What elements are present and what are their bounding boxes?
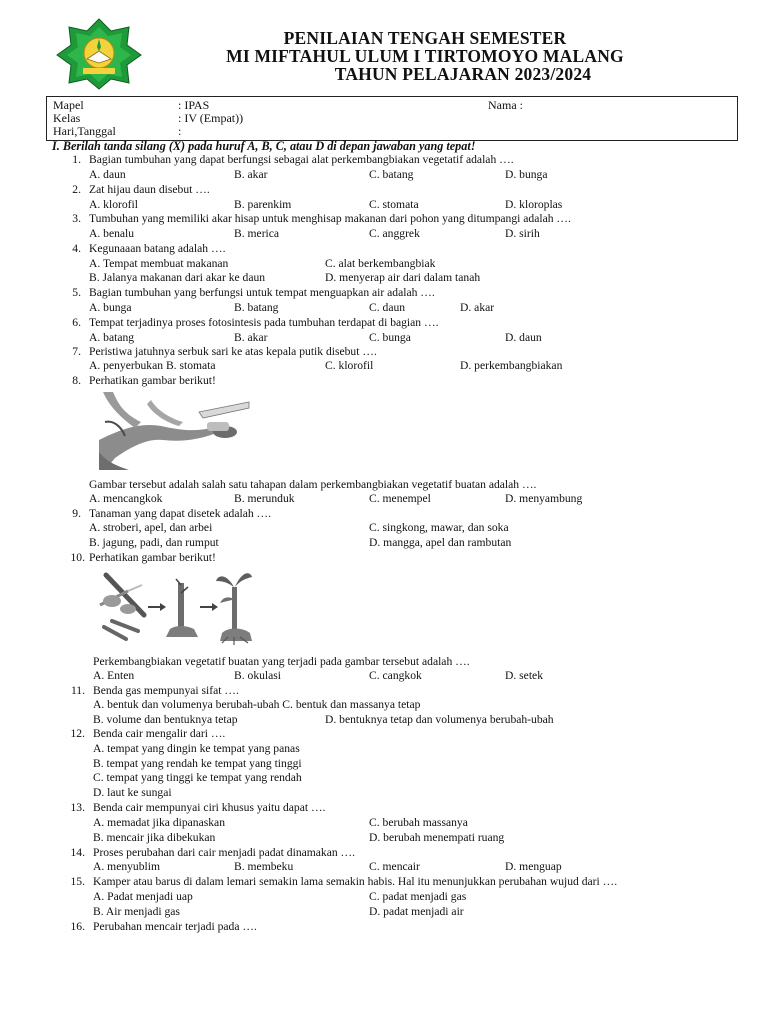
- question-number: 7.: [72, 345, 81, 358]
- kelas-label: Kelas: [53, 111, 81, 125]
- question-text: Proses perubahan dari cair menjadi padat dinamakan ….: [93, 846, 356, 859]
- answer-option[interactable]: B. parenkim: [234, 198, 292, 211]
- answer-option[interactable]: A. benalu: [89, 227, 135, 240]
- answer-option[interactable]: B. akar: [234, 331, 268, 344]
- answer-option[interactable]: B. volume dan bentuknya tetap: [93, 713, 238, 726]
- question-text: Perkembangbiakan vegetatif buatan yang terjadi pada gambar tersebut adalah ….: [93, 655, 470, 668]
- answer-option[interactable]: D. bentuknya tetap dan volumenya berubah-ubah: [325, 713, 554, 726]
- question-text: Bagian tumbuhan yang dapat berfungsi sebagai alat perkembangbiakan vegetatif adalah ….: [89, 153, 514, 166]
- answer-option[interactable]: D. mangga, apel dan rambutan: [369, 536, 512, 549]
- header-title-line1: PENILAIAN TENGAH SEMESTER: [283, 28, 567, 48]
- answer-option[interactable]: B. jagung, padi, dan rumput: [89, 536, 219, 549]
- grafting-cut-illustration: [99, 392, 251, 470]
- answer-option[interactable]: A. batang: [89, 331, 135, 344]
- answer-option[interactable]: D. menyerap air dari dalam tanah: [325, 271, 481, 284]
- question-number: 11.: [70, 684, 85, 697]
- answer-option[interactable]: B. okulasi: [234, 669, 282, 682]
- answer-option[interactable]: A. mencangkok: [89, 492, 163, 505]
- question-number: 13.: [70, 801, 85, 814]
- answer-option[interactable]: A. menyublim: [93, 860, 160, 873]
- kelas-value: : IV (Empat)): [178, 111, 244, 125]
- header-title-line3: TAHUN PELAJARAN 2023/2024: [334, 64, 592, 84]
- answer-option[interactable]: C. menempel: [369, 492, 431, 505]
- answer-option[interactable]: D. kloroplas: [505, 198, 563, 211]
- answer-option[interactable]: A. Padat menjadi uap: [93, 890, 193, 903]
- answer-option[interactable]: B. membeku: [234, 860, 294, 873]
- answer-option[interactable]: D. menguap: [505, 860, 562, 873]
- question-number: 12.: [70, 727, 85, 740]
- answer-option[interactable]: A. daun: [89, 168, 126, 181]
- question-text: Zat hijau daun disebut ….: [89, 183, 210, 196]
- answer-option[interactable]: A. bunga: [89, 301, 132, 314]
- answer-option[interactable]: D. perkembangbiakan: [460, 359, 563, 372]
- answer-option[interactable]: D. berubah menempati ruang: [369, 831, 505, 844]
- answer-option[interactable]: A. klorofil: [89, 198, 138, 211]
- question-number: 15.: [70, 875, 85, 888]
- answer-option[interactable]: C. bunga: [369, 331, 411, 344]
- answer-option[interactable]: D. menyambung: [505, 492, 583, 505]
- nama-field[interactable]: Nama :: [488, 98, 523, 112]
- answer-option[interactable]: B. Air menjadi gas: [93, 905, 180, 918]
- answer-option[interactable]: D. setek: [505, 669, 543, 682]
- question-text: Peristiwa jatuhnya serbuk sari ke atas kepala putik disebut ….: [89, 345, 377, 358]
- answer-option[interactable]: C. alat berkembangbiak: [325, 257, 436, 270]
- kemenag-logo-icon: [53, 17, 145, 91]
- answer-option[interactable]: B. merunduk: [234, 492, 295, 505]
- answer-option[interactable]: C. klorofil: [325, 359, 374, 372]
- answer-option[interactable]: D. akar: [460, 301, 495, 314]
- answer-option[interactable]: C. cangkok: [369, 669, 422, 682]
- question-text: Kamper atau barus di dalam lemari semakin lama semakin habis. Hal itu menunjukkan perubahan wujud dari ….: [93, 875, 618, 888]
- header-title-line2: MI MIFTAHUL ULUM I TIRTOMOYO MALANG: [226, 46, 624, 66]
- answer-option[interactable]: A. Enten: [93, 669, 135, 682]
- question-text: Perubahan mencair terjadi pada ….: [93, 920, 257, 933]
- identity-box: [46, 96, 738, 141]
- cutting-steps-illustration: [98, 565, 254, 645]
- mapel-label: Mapel: [53, 98, 84, 112]
- answer-option[interactable]: B. merica: [234, 227, 280, 240]
- answer-option[interactable]: B. Jalanya makanan dari akar ke daun: [89, 271, 266, 284]
- question-text: Kegunaaan batang adalah ….: [89, 242, 226, 255]
- question-number: 10.: [70, 551, 85, 564]
- answer-option[interactable]: B. batang: [234, 301, 279, 314]
- question-number: 1.: [72, 153, 81, 166]
- answer-option[interactable]: B. mencair jika dibekukan: [93, 831, 216, 844]
- question-number: 5.: [72, 286, 81, 299]
- answer-option[interactable]: C. tempat yang tinggi ke tempat yang rendah: [93, 771, 302, 784]
- mapel-value: : IPAS: [178, 98, 210, 112]
- answer-option[interactable]: D. padat menjadi air: [369, 905, 464, 918]
- answer-option[interactable]: B. tempat yang rendah ke tempat yang tinggi: [93, 757, 302, 770]
- question-number: 4.: [72, 242, 81, 255]
- question-number: 2.: [72, 183, 81, 196]
- answer-option[interactable]: C. batang: [369, 168, 414, 181]
- question-number: 3.: [72, 212, 81, 225]
- answer-option[interactable]: C. stomata: [369, 198, 419, 211]
- answer-option[interactable]: B. akar: [234, 168, 268, 181]
- question-text: Tempat terjadinya proses fotosintesis pada tumbuhan terdapat di bagian ….: [89, 316, 439, 329]
- question-number: 6.: [72, 316, 81, 329]
- question-text: Perhatikan gambar berikut!: [89, 374, 216, 387]
- answer-option[interactable]: D. laut ke sungai: [93, 786, 172, 799]
- answer-option[interactable]: A. tempat yang dingin ke tempat yang panas: [93, 742, 300, 755]
- answer-option[interactable]: C. mencair: [369, 860, 420, 873]
- question-text: Gambar tersebut adalah salah satu tahapan dalam perkembangbiakan vegetatif buatan adalah ….: [89, 478, 537, 491]
- answer-option[interactable]: C. padat menjadi gas: [369, 890, 467, 903]
- question-text: Perhatikan gambar berikut!: [89, 551, 216, 564]
- instruction-heading: I. Berilah tanda silang (X) pada huruf A, B, C, atau D di depan jawaban yang tepat!: [52, 139, 476, 153]
- answer-option[interactable]: C. singkong, mawar, dan soka: [369, 521, 509, 534]
- question-text: Tumbuhan yang memiliki akar hisap untuk menghisap makanan dari pohon yang ditumpangi adalah ….: [89, 212, 571, 225]
- answer-option[interactable]: C. anggrek: [369, 227, 420, 240]
- answer-option[interactable]: D. daun: [505, 331, 542, 344]
- question-text: Tanaman yang dapat disetek adalah ….: [89, 507, 272, 520]
- question-number: 8.: [72, 374, 81, 387]
- question-text: Bagian tumbuhan yang berfungsi untuk tempat menguapkan air adalah ….: [89, 286, 435, 299]
- answer-option[interactable]: A. memadat jika dipanaskan: [93, 816, 225, 829]
- question-number: 14.: [70, 846, 85, 859]
- answer-option[interactable]: A. stroberi, apel, dan arbei: [89, 521, 213, 534]
- question-number: 9.: [72, 507, 81, 520]
- hari-label: Hari,Tanggal: [53, 124, 116, 138]
- answer-option[interactable]: A. Tempat membuat makanan: [89, 257, 229, 270]
- answer-option[interactable]: D. bunga: [505, 168, 548, 181]
- question-text: Benda cair mempunyai ciri khusus yaitu dapat ….: [93, 801, 326, 814]
- question-number: 16.: [70, 920, 85, 933]
- hari-field[interactable]: :: [178, 124, 182, 138]
- answer-option[interactable]: C. daun: [369, 301, 406, 314]
- question-text: Benda cair mengalir dari ….: [93, 727, 226, 740]
- question-text: Benda gas mempunyai sifat ….: [93, 684, 239, 697]
- answer-option[interactable]: A. bentuk dan volumenya berubah-ubah C. bentuk dan massanya tetap: [93, 698, 421, 711]
- answer-option[interactable]: C. berubah massanya: [369, 816, 468, 829]
- answer-option[interactable]: D. sirih: [505, 227, 540, 240]
- answer-option[interactable]: A. penyerbukan B. stomata: [89, 359, 216, 372]
